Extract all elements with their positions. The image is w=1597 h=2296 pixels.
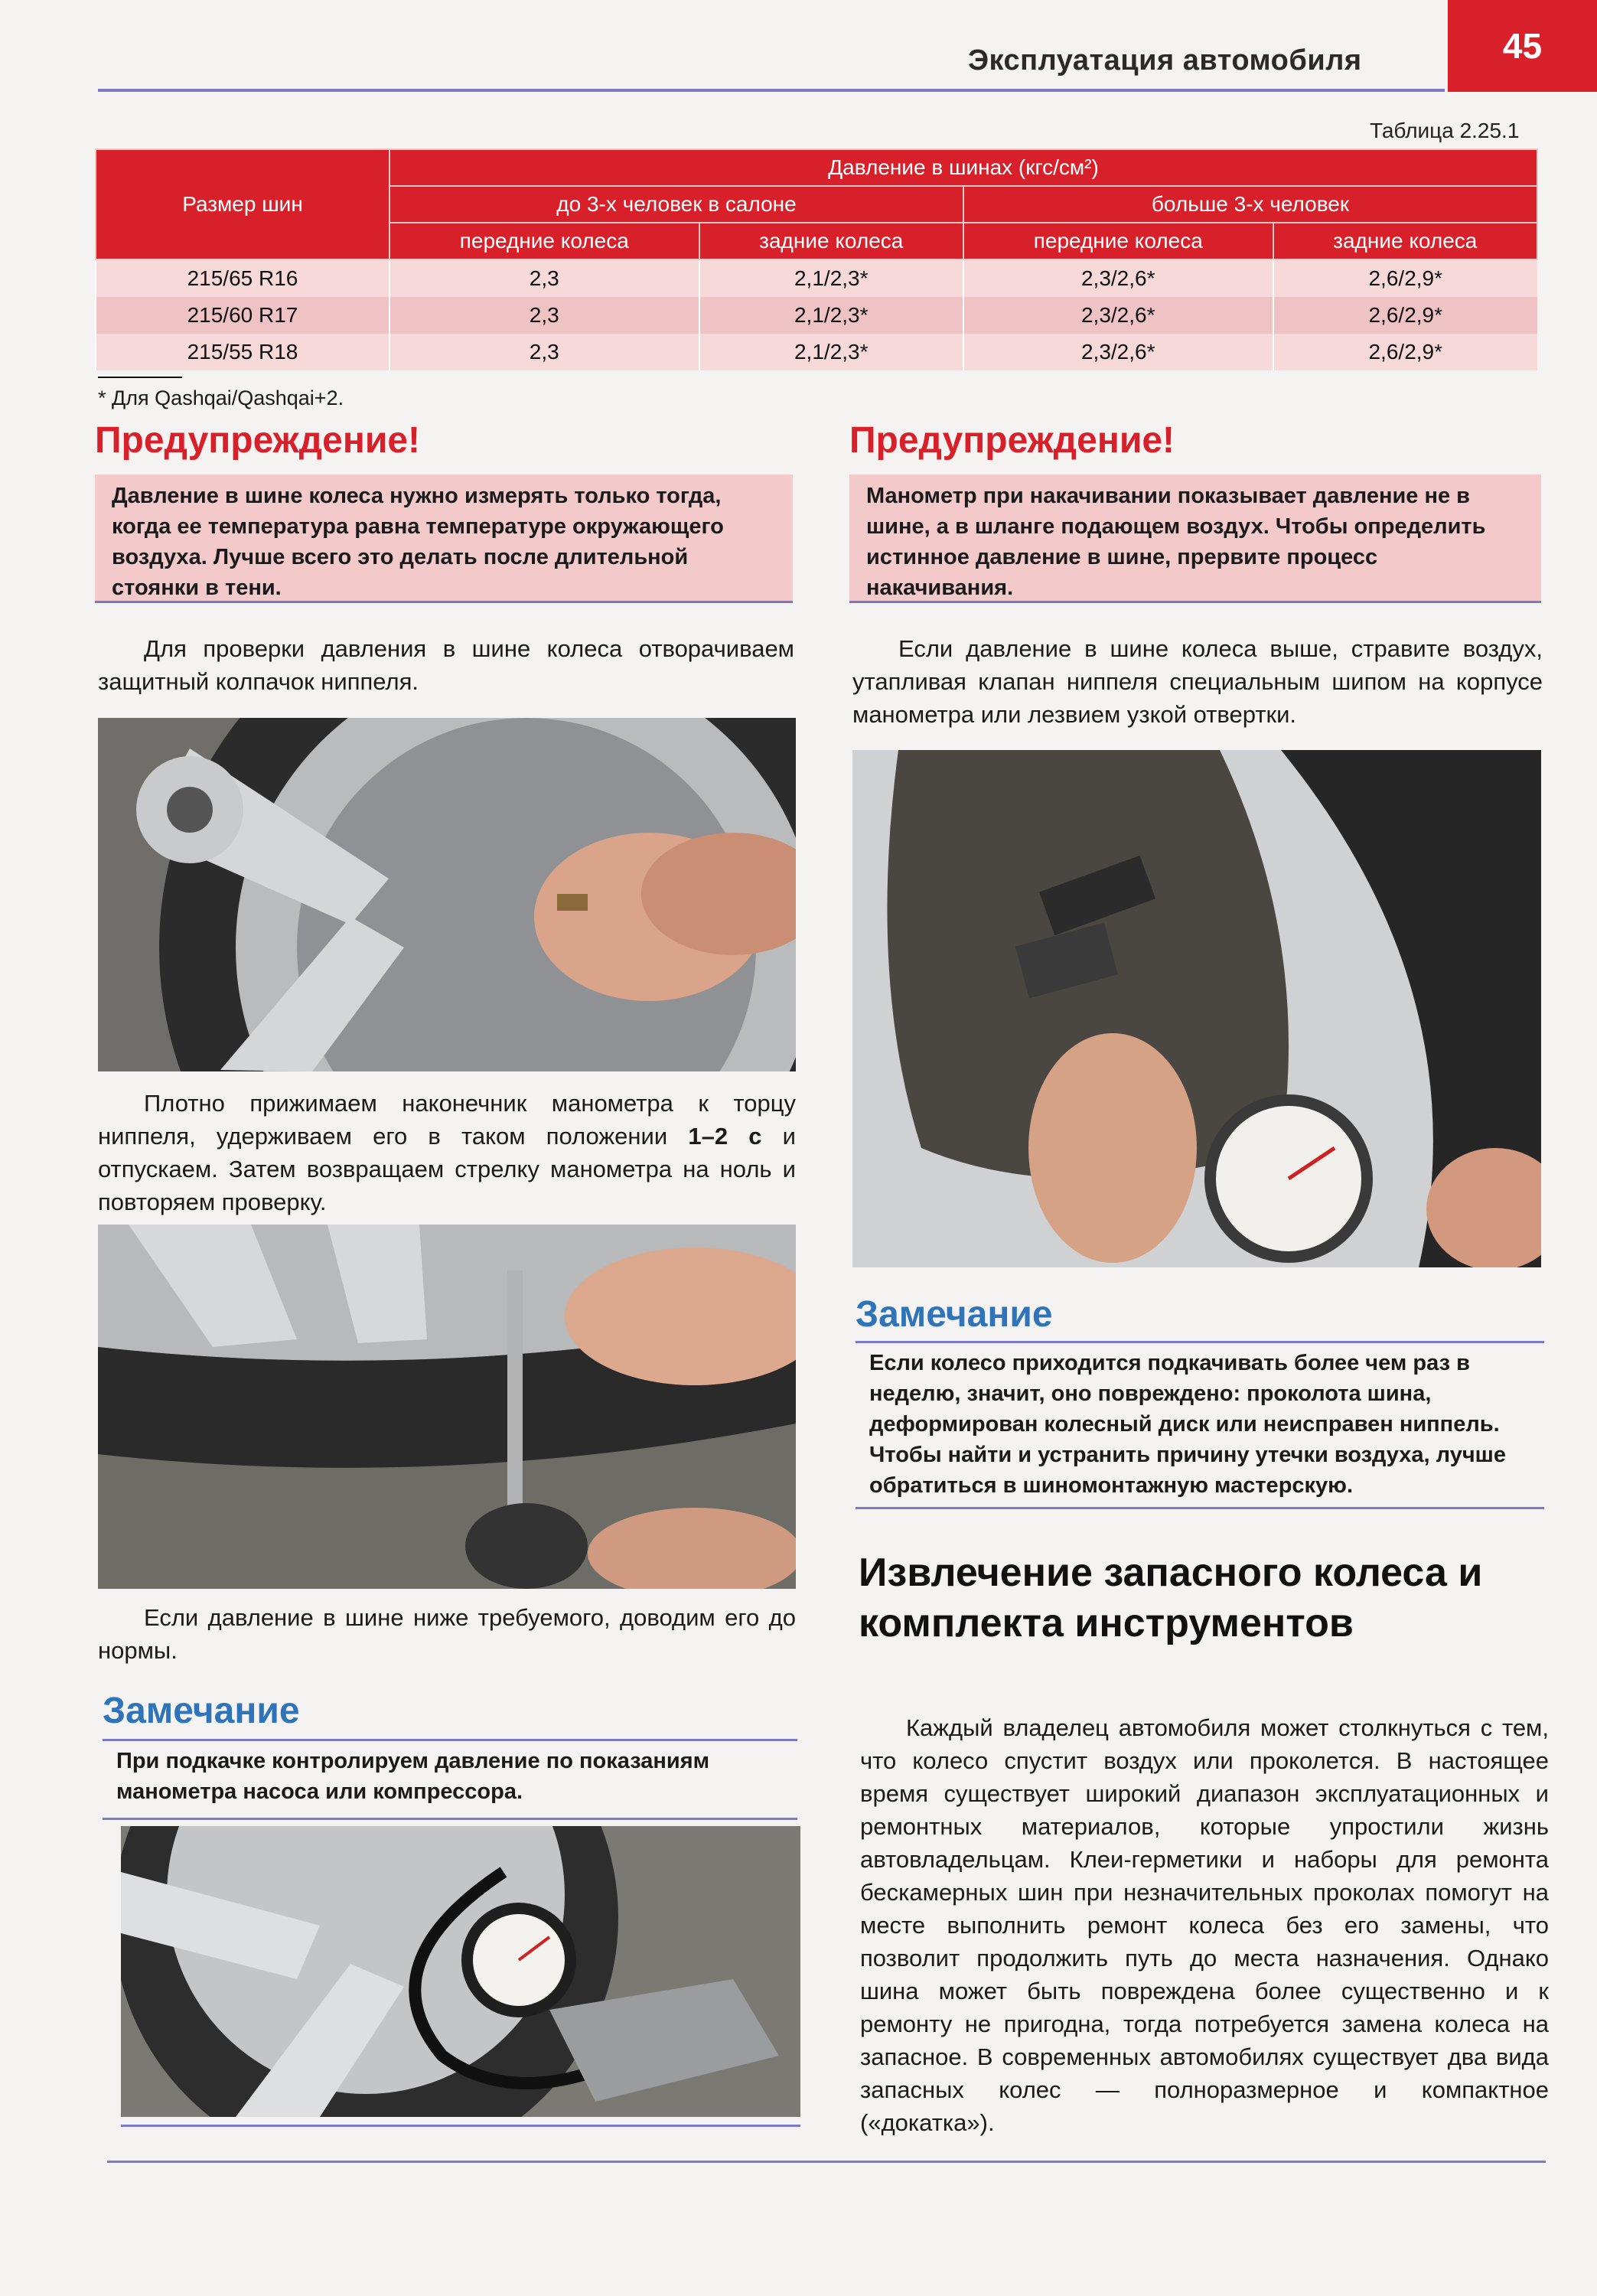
header-rule [98, 89, 1445, 92]
left-para-3: Если давление в шине ниже требуемого, доводим его до нормы. [98, 1604, 796, 1664]
col-front-2: передние колеса [963, 223, 1273, 259]
footnote-rule [98, 377, 182, 378]
group-up-to-3: до 3-х человек в салоне [389, 186, 963, 223]
table-row [96, 259, 1537, 297]
col-rear-2: задние колеса [1273, 223, 1538, 259]
section-title: Извлечение запасного колеса и комплекта инструментов [859, 1551, 1483, 1645]
table-footnote: * Для Qashqai/Qashqai+2. [98, 386, 344, 409]
col-tire-size: Размер шин [96, 149, 389, 259]
left-note-title: Замечание [103, 1691, 300, 1731]
group-more-3: больше 3-х человек [963, 186, 1537, 223]
cell-value: 2,3 [389, 259, 699, 297]
cell-size: 215/65 R16 [96, 259, 389, 297]
table-row [96, 297, 1537, 334]
cell-value: 2,6/2,9* [1273, 297, 1538, 334]
col-pressure: Давление в шинах (кгс/см²) [389, 149, 1537, 186]
left-note-text: При подкачке контролируем давление по показаниям манометра насоса или компрессора. [116, 1749, 710, 1804]
table-row [96, 334, 1537, 370]
col-rear-1: задние колеса [699, 223, 963, 259]
right-warning-text: Манометр при накачивании показывает давление не в шине, а в шланге подающем воздух. Чтобы определить истинное давление в шине, прервите процесс накачивания. [866, 484, 1486, 600]
right-warning-title: Предупреждение! [849, 420, 1175, 461]
photo-valve-cap [98, 718, 796, 1071]
cell-value: 2,3/2,6* [963, 334, 1273, 370]
cell-size: 215/60 R17 [96, 297, 389, 334]
right-note-title: Замечание [856, 1294, 1053, 1335]
left-warning-box [95, 475, 793, 603]
cell-value: 2,6/2,9* [1273, 259, 1538, 297]
bottom-rule [107, 2161, 1546, 2163]
running-header: Эксплуатация автомобиля [968, 44, 1362, 77]
left-para-2: Плотно прижимаем наконечник манометра к торцу ниппеля, удерживаем его в таком положении 1–2 с и отпускаем. Затем возвращаем стрелку манометра на ноль и повторяем проверку. [98, 1090, 796, 1215]
left-para-1: Для проверки давления в шине колеса отворачиваем защитный колпачок ниппеля. [98, 635, 794, 695]
cell-value: 2,3/2,6* [963, 259, 1273, 297]
col-front-1: передние колеса [389, 223, 699, 259]
cell-size: 215/55 R18 [96, 334, 389, 370]
left-note-box [103, 1739, 797, 1820]
cell-value: 2,6/2,9* [1273, 334, 1538, 370]
right-para-1: Если давление в шине колеса выше, стравите воздух, утапливая клапан ниппеля специальным шипом на корпусе манометра или лезвием узкой отвертки. [852, 635, 1543, 728]
cell-value: 2,3/2,6* [963, 297, 1273, 334]
photo-compressor-gauge [121, 1826, 800, 2117]
cell-value: 2,1/2,3* [699, 259, 963, 297]
tire-pressure-table [95, 148, 1538, 370]
photo-gauge-press [98, 1225, 796, 1589]
photo-release-air [852, 750, 1541, 1267]
right-note-text: Если колесо приходится подкачивать более чем раз в неделю, значит, оно повреждено: проколота шина, деформирован колесный диск или неисправен ниппель. Чтобы найти и устранить причину утечки воздуха, лучше обратиться в шиномонтажную мастерскую. [869, 1351, 1506, 1498]
cell-value: 2,3 [389, 334, 699, 370]
section-text: Каждый владелец автомобиля может столкнуться с тем, что колесо спустит воздух или проколется. В настоящее время существует широкий диапазон эксплуатационных и ремонтных материалов, которые упростили жизнь автовладельцам. Клеи-герметики и наборы для ремонта бескамерных шин при незначительных проколах помогут на месте выполнить ремонт колеса без его замены, что позволит продолжить путь до места назначения. Однако шина может быть повреждена более существенно и к ремонту не пригодна, тогда потребуется замена колеса на запасное. В современных автомобилях существует два вида запасных колес — полноразмерное и компактное («докатка»). [860, 1714, 1549, 2136]
cell-value: 2,3 [389, 297, 699, 334]
right-warning-box [849, 475, 1541, 603]
right-note-box [856, 1341, 1544, 1509]
page-number: 45 [1448, 0, 1597, 92]
table-caption: Таблица 2.25.1 [1370, 119, 1520, 142]
left-bottom-rule [121, 2125, 800, 2127]
cell-value: 2,1/2,3* [699, 297, 963, 334]
cell-value: 2,1/2,3* [699, 334, 963, 370]
left-warning-title: Предупреждение! [95, 420, 421, 461]
left-warning-text: Давление в шине колеса нужно измерять только тогда, когда ее температура равна температуре окружающего воздуха. Лучше всего это делать после длительной стоянки в тени. [112, 484, 724, 600]
